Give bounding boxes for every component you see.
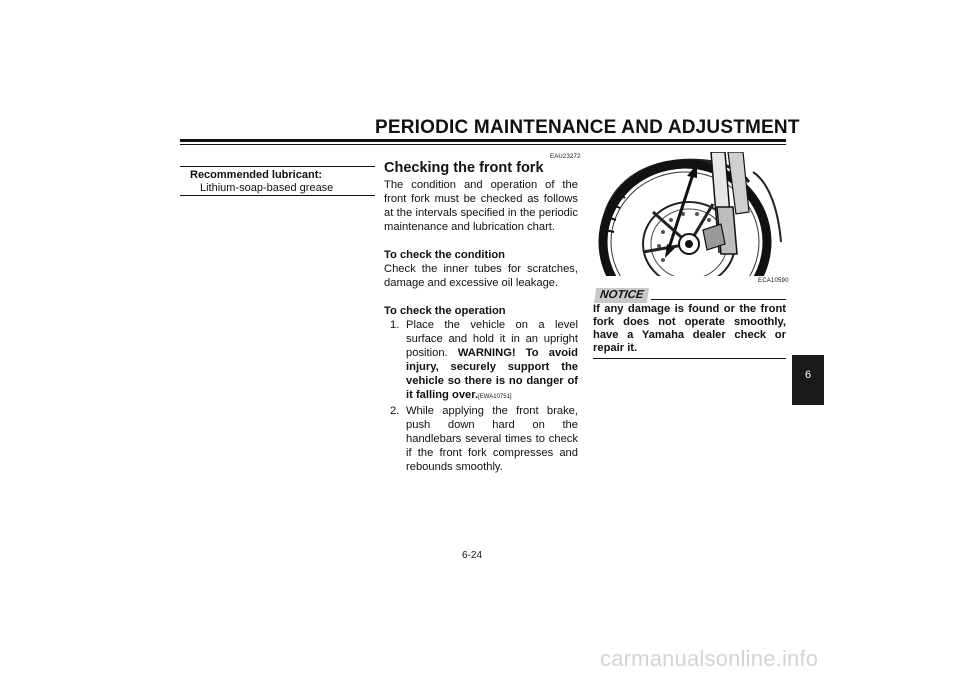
step-text: While applying the front brake, push down hard on the handlebars several times to check if the front fork compresses and rebounds smoothly.	[406, 405, 578, 473]
page-number: 6-24	[462, 550, 483, 561]
chapter-tab: 6	[792, 355, 824, 405]
page-header-title: PERIODIC MAINTENANCE AND ADJUSTMENT	[375, 117, 800, 138]
condition-text: Check the inner tubes for scratches, damage and excessive oil leakage.	[384, 263, 578, 289]
section-title: Checking the front fork	[384, 160, 544, 176]
header-rule-thin	[180, 144, 786, 145]
watermark: carmanualsonline.info	[600, 646, 819, 671]
operation-steps	[384, 318, 578, 474]
condition-heading: To check the condition	[384, 249, 505, 261]
notice-rule	[651, 299, 786, 300]
step-number: 2.	[390, 405, 400, 417]
intro-paragraph: The condition and operation of the front fork must be checked as follows at the intervals specified in the periodic maintenance and lubrication chart.	[384, 179, 578, 233]
front-fork-illustration	[593, 152, 786, 276]
body-column	[384, 178, 578, 474]
notice-header	[593, 285, 786, 303]
step-item	[384, 404, 578, 474]
notice-bottom-rule	[593, 358, 786, 359]
step-number: 1.	[390, 319, 400, 331]
step-text: Place the vehicle on a level surface and hold it in an upright position.	[406, 319, 578, 359]
notice-text: If any damage is found or the front fork does not operate smoothly, have a Yamaha dealer check or repair it.	[593, 303, 786, 354]
notice-badge: NOTICE	[594, 288, 650, 303]
warning-text: WARNING! To avoid injury, securely support the vehicle so there is no danger of it falling over.	[406, 347, 578, 401]
step-item	[384, 318, 578, 404]
recommended-lubricant-box	[180, 166, 375, 196]
section-code: EAU23272	[550, 154, 581, 160]
lubricant-label: Recommended lubricant:	[190, 169, 323, 181]
header-rule	[180, 139, 786, 142]
front-wheel-fork-icon	[593, 152, 786, 276]
figure-code: ECA10590	[758, 278, 789, 284]
warning-code: [EWA10751]	[478, 394, 512, 400]
lubricant-value: Lithium-soap-based grease	[200, 182, 334, 194]
operation-heading: To check the operation	[384, 305, 506, 317]
